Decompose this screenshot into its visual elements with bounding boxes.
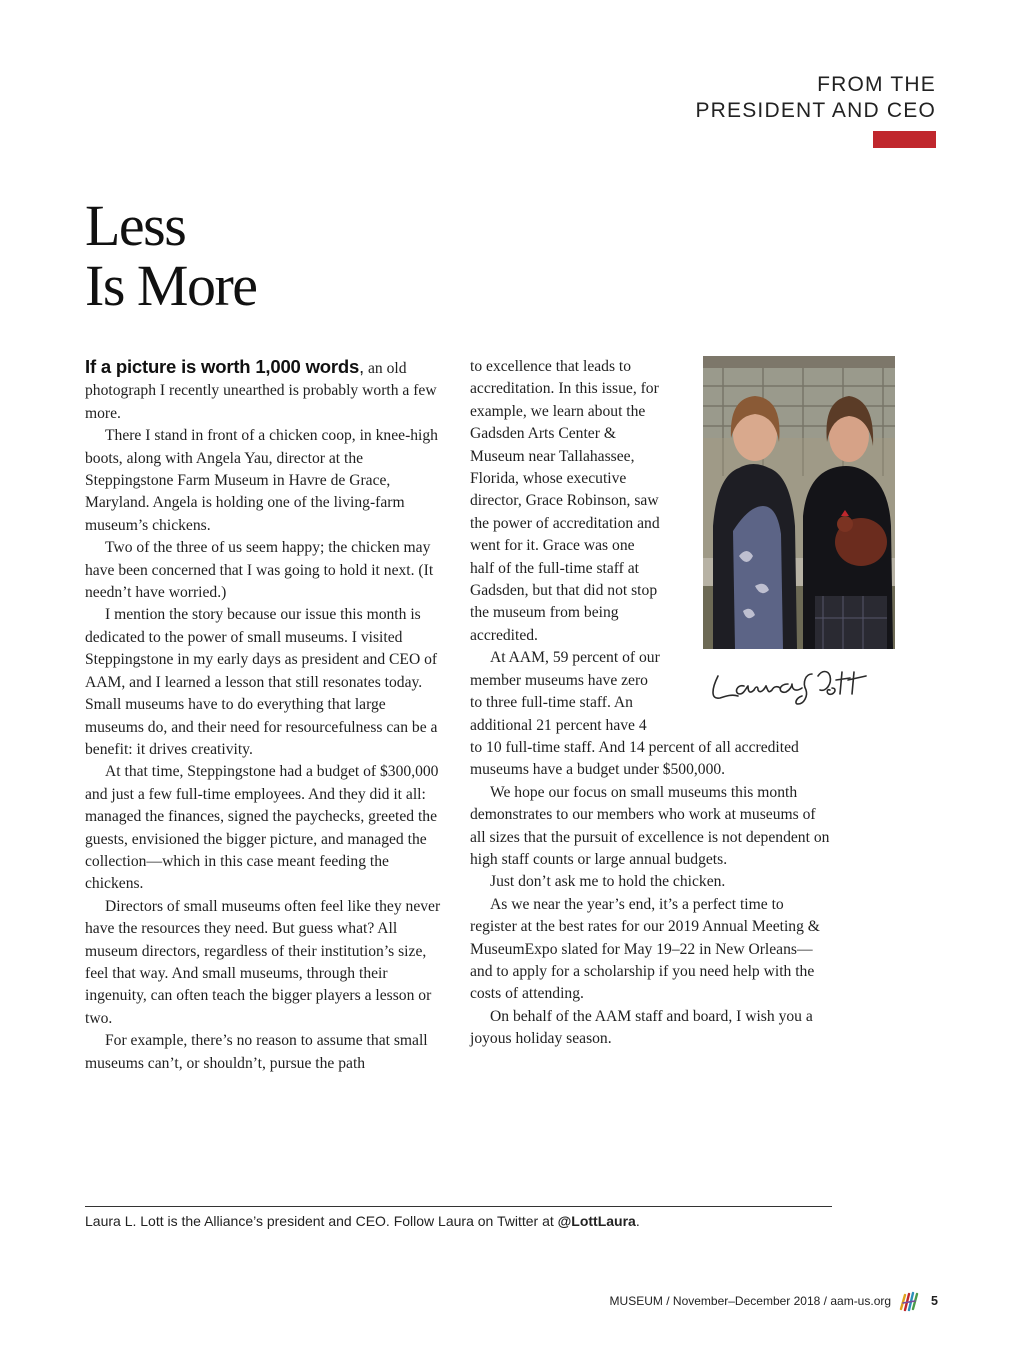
body-paragraph: There I stand in front of a chicken coop, in knee-high boots, along with Angela Yau, director at the Steppingstone Farm Museum in Havre de Grace, Maryland. Angela is holding one of the living-farm museum’s chickens. (85, 427, 438, 534)
body-paragraph: I mention the story because our issue this month is dedicated to the power of small museums. I visited Steppingstone in my early days as president and CEO of AAM, and I learned a lesson that still resonates today. Small museums have to do everything that large museums do, and their need for resourcefulness can be a benefit: it drives creativity. (85, 606, 438, 758)
body-paragraph: At that time, Steppingstone had a budget of $300,000 and just a few full-time employees. And they did it all: managed the finances, signed the paychecks, greeted the guests, envisioned the bigger picture, and managed the collection—which in this case meant feeding the chickens. (85, 763, 439, 893)
lede-bold: If a picture is worth 1,000 words (85, 356, 360, 377)
signature-image (708, 660, 873, 708)
section-label-line1: FROM THE (817, 73, 936, 96)
body-paragraph: Just don’t ask me to hold the chicken. (490, 873, 726, 891)
author-photo (703, 356, 895, 649)
footer-separator: / (662, 1294, 673, 1308)
twitter-handle[interactable]: @LottLaura (557, 1213, 636, 1229)
author-bio (85, 1213, 640, 1229)
bio-end: . (635, 1213, 640, 1229)
headline-line1: Less (85, 193, 186, 258)
lede-paragraph (85, 356, 445, 425)
body-paragraph: Two of the three of us seem happy; the chicken may have been concerned that I was going to hold it next. (It needn’t have worried.) (85, 539, 434, 602)
bio-text: Laura L. Lott is the Alliance’s president and CEO. Follow Laura on Twitter at (85, 1213, 558, 1229)
body-paragraph: For example, there’s no reason to assume that small museums can’t, or shouldn’t, pursue the path (85, 1032, 428, 1072)
body-paragraph: We hope our focus on small museums this month demonstrates to our members who work at museums of all sizes that the pursuit of excellence is not dependent on high staff counts or large annual budgets. (470, 783, 830, 868)
body-paragraph: On behalf of the AAM staff and board, I wish you a joyous holiday season. (470, 1007, 813, 1048)
footer-separator: / (820, 1294, 831, 1308)
footer-issue: November–December 2018 (672, 1294, 821, 1308)
headline-line2: Is More (85, 253, 257, 318)
lede-comma: , (359, 357, 365, 377)
accent-bar (873, 131, 936, 148)
headline (85, 193, 257, 318)
column-left (85, 356, 445, 1075)
page-number: 5 (931, 1294, 938, 1308)
divider (85, 1206, 832, 1207)
body-paragraph: At AAM, 59 percent of our member museums have zero to three full-time staff. An additional 21 percent have 4 to 10 full-time staff. And 14 percent of all accredited museums have a budget under $500,000. (470, 649, 799, 779)
section-label-line2: PRESIDENT AND CEO (695, 99, 936, 122)
section-label (695, 72, 936, 124)
body-paragraph: Directors of small museums often feel like they never have the resources they need. But guess what? All museum directors, regardless of their institution’s size, feel that way. And small museums, through their ingenuity, can often teach the bigger players a lesson or two. (85, 897, 441, 1027)
body-paragraph: to excellence that leads to accreditation. In this issue, for example, we learn about the Gadsden Arts Center & Museum near Tallahassee, Florida, whose executive director, Grace Robinson, saw the power of accreditation and went for it. Grace was one half of the full-time staff at Gadsden, but that did not stop the museum from being accredited. (470, 358, 660, 644)
body-paragraph: As we near the year’s end, it’s a perfect time to register at the best rates for our 2019 Annual Meeting & MuseumExpo slated for May 19–22 in New Orleans—and to apply for a scholarship if you need help with the costs of attending. (470, 895, 820, 1003)
aam-logo-icon (898, 1289, 920, 1313)
footer-site[interactable]: aam-us.org (830, 1294, 892, 1308)
footer-magazine: MUSEUM (609, 1294, 663, 1308)
page-footer (610, 1291, 938, 1311)
body-paragraph: an old photograph I recently unearthed is probably worth a few more. (85, 360, 437, 422)
